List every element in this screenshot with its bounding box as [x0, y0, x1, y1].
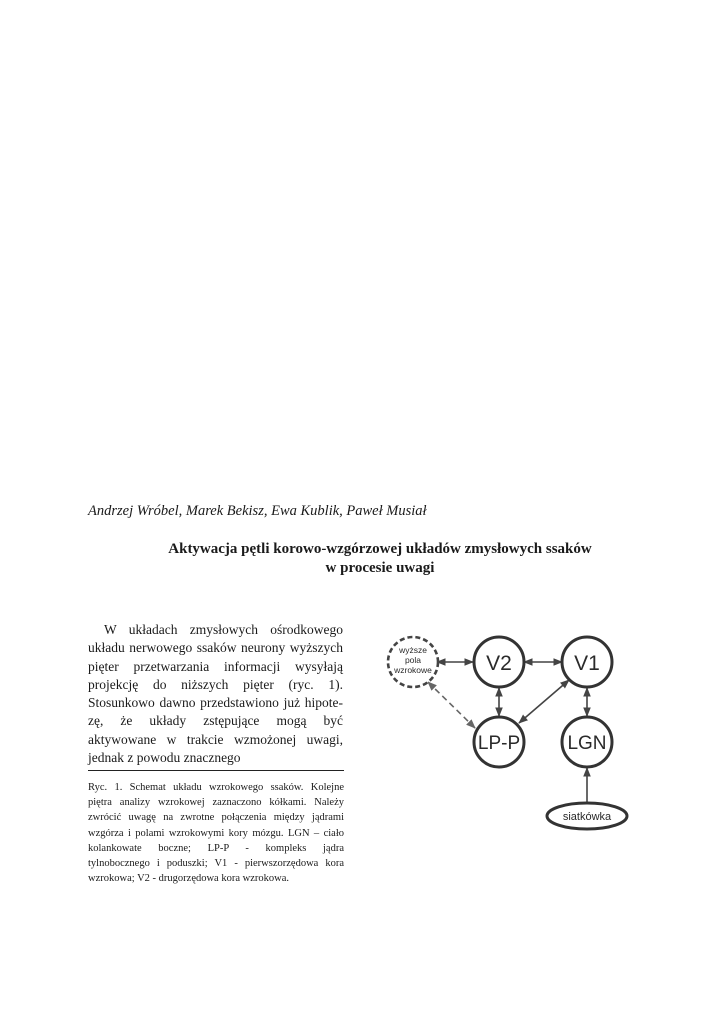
retina-label: siatkówka	[562, 811, 612, 823]
caption-line: wzrokowa; V2 - drugorzędowa kora wzrokowa.	[88, 873, 289, 885]
caption-line: Ryc. 1. Schemat układu wzrokowego ssaków. Kolejne	[88, 782, 344, 793]
body-line: zę, że układy zstępujące mogą być	[88, 713, 343, 729]
higher-areas-label-2: pola	[404, 655, 422, 665]
lpp-label: LP-P	[477, 733, 521, 754]
higher-areas-label-3: wzrokowe	[394, 665, 432, 675]
diagram-svg	[380, 620, 650, 835]
caption-divider	[88, 770, 344, 771]
higher-areas-label-1: wyższe	[399, 645, 427, 655]
node-lpp	[474, 717, 524, 767]
body-line: Stosunkowo dawno przedstawiono już hipote-	[88, 695, 343, 711]
figure-caption	[88, 780, 344, 886]
body-line: projekcję do niższych pięter (ryc. 1).	[88, 676, 343, 692]
edge-v1-lpp	[519, 680, 569, 723]
title-line-1: Aktywacja pętli korowo-wzgórzowej układów zmysłowych ssaków	[168, 541, 592, 557]
body-paragraph	[88, 621, 343, 767]
visual-system-diagram	[380, 620, 650, 835]
node-lgn	[562, 717, 612, 767]
caption-line: tylnobocznego i poduszki; V1 - pierwszorzędowa kora	[88, 858, 344, 870]
body-line: aktywowane w trakcie wzmożonej uwagi,	[88, 731, 343, 747]
caption-line: piętra analizy wzrokowej zaznaczono kółkami. Należy	[88, 797, 344, 809]
caption-line: wzgórza i polami wzrokowymi kory mózgu. LGN – ciało	[88, 827, 344, 839]
body-line: jednak z powodu znacznego	[88, 750, 241, 766]
body-line: W układach zmysłowych ośrodkowego	[104, 622, 343, 637]
caption-line: zwrócić uwagę na zwrotne połączenia między jądrami	[88, 812, 344, 824]
node-v2	[474, 637, 524, 687]
body-line: pięter przetwarzania informacji wysyłają	[88, 658, 343, 674]
node-retina	[547, 803, 627, 829]
edge-higher-lpp-dashed	[428, 682, 475, 728]
node-higher-areas	[388, 637, 438, 687]
lgn-label: LGN	[567, 733, 607, 754]
body-line: układu nerwowego ssaków neurony wyższych	[88, 640, 343, 656]
authors: Andrzej Wróbel, Marek Bekisz, Ewa Kublik, Paweł Musiał	[88, 503, 427, 519]
node-v1	[562, 637, 612, 687]
title-line-2: w procesie uwagi	[325, 560, 435, 576]
v2-label: V2	[486, 652, 512, 675]
article-title	[100, 540, 660, 578]
caption-line: kolankowate boczne; LP-P - kompleks jądra	[88, 842, 344, 854]
v1-label: V1	[574, 652, 600, 675]
